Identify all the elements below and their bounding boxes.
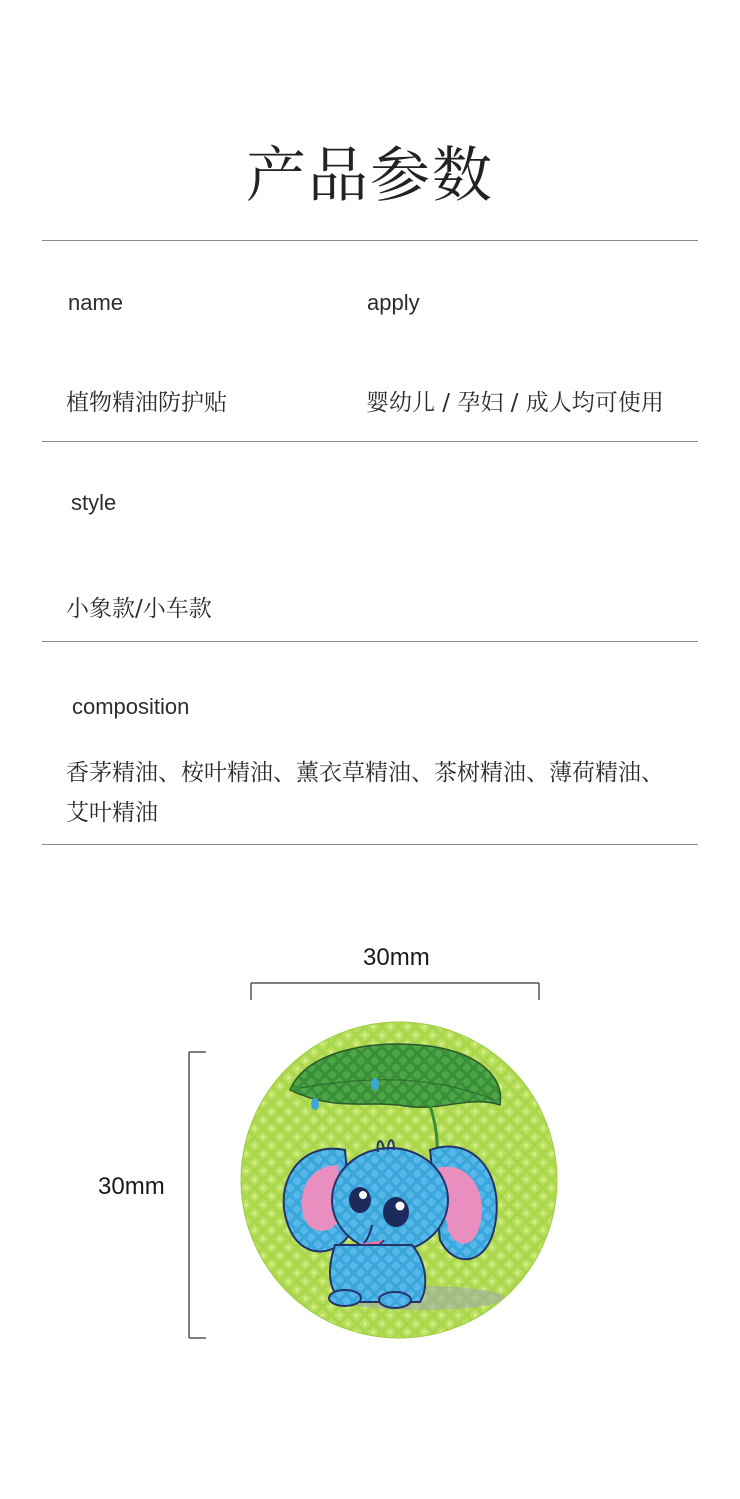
composition-line-1: 香茅精油、桉叶精油、薰衣草精油、茶树精油、薄荷精油、 xyxy=(66,760,664,786)
composition-label: composition xyxy=(72,694,190,719)
name-label: name xyxy=(68,290,124,315)
style-label: style xyxy=(71,490,117,515)
composition-line-2: 艾叶精油 xyxy=(66,800,158,826)
sticker-image xyxy=(241,1022,557,1338)
width-dimension-label: 30mm xyxy=(363,944,430,971)
style-value: 小象款/小车款 xyxy=(66,596,212,622)
height-dimension-label: 30mm xyxy=(98,1173,165,1200)
apply-label: apply xyxy=(367,290,420,315)
width-bracket xyxy=(251,983,539,1000)
name-value: 植物精油防护贴 xyxy=(66,390,227,416)
apply-value: 婴幼儿 / 孕妇 / 成人均可使用 xyxy=(366,390,664,416)
page-title: 产品参数 xyxy=(246,141,494,211)
height-bracket xyxy=(189,1052,206,1338)
